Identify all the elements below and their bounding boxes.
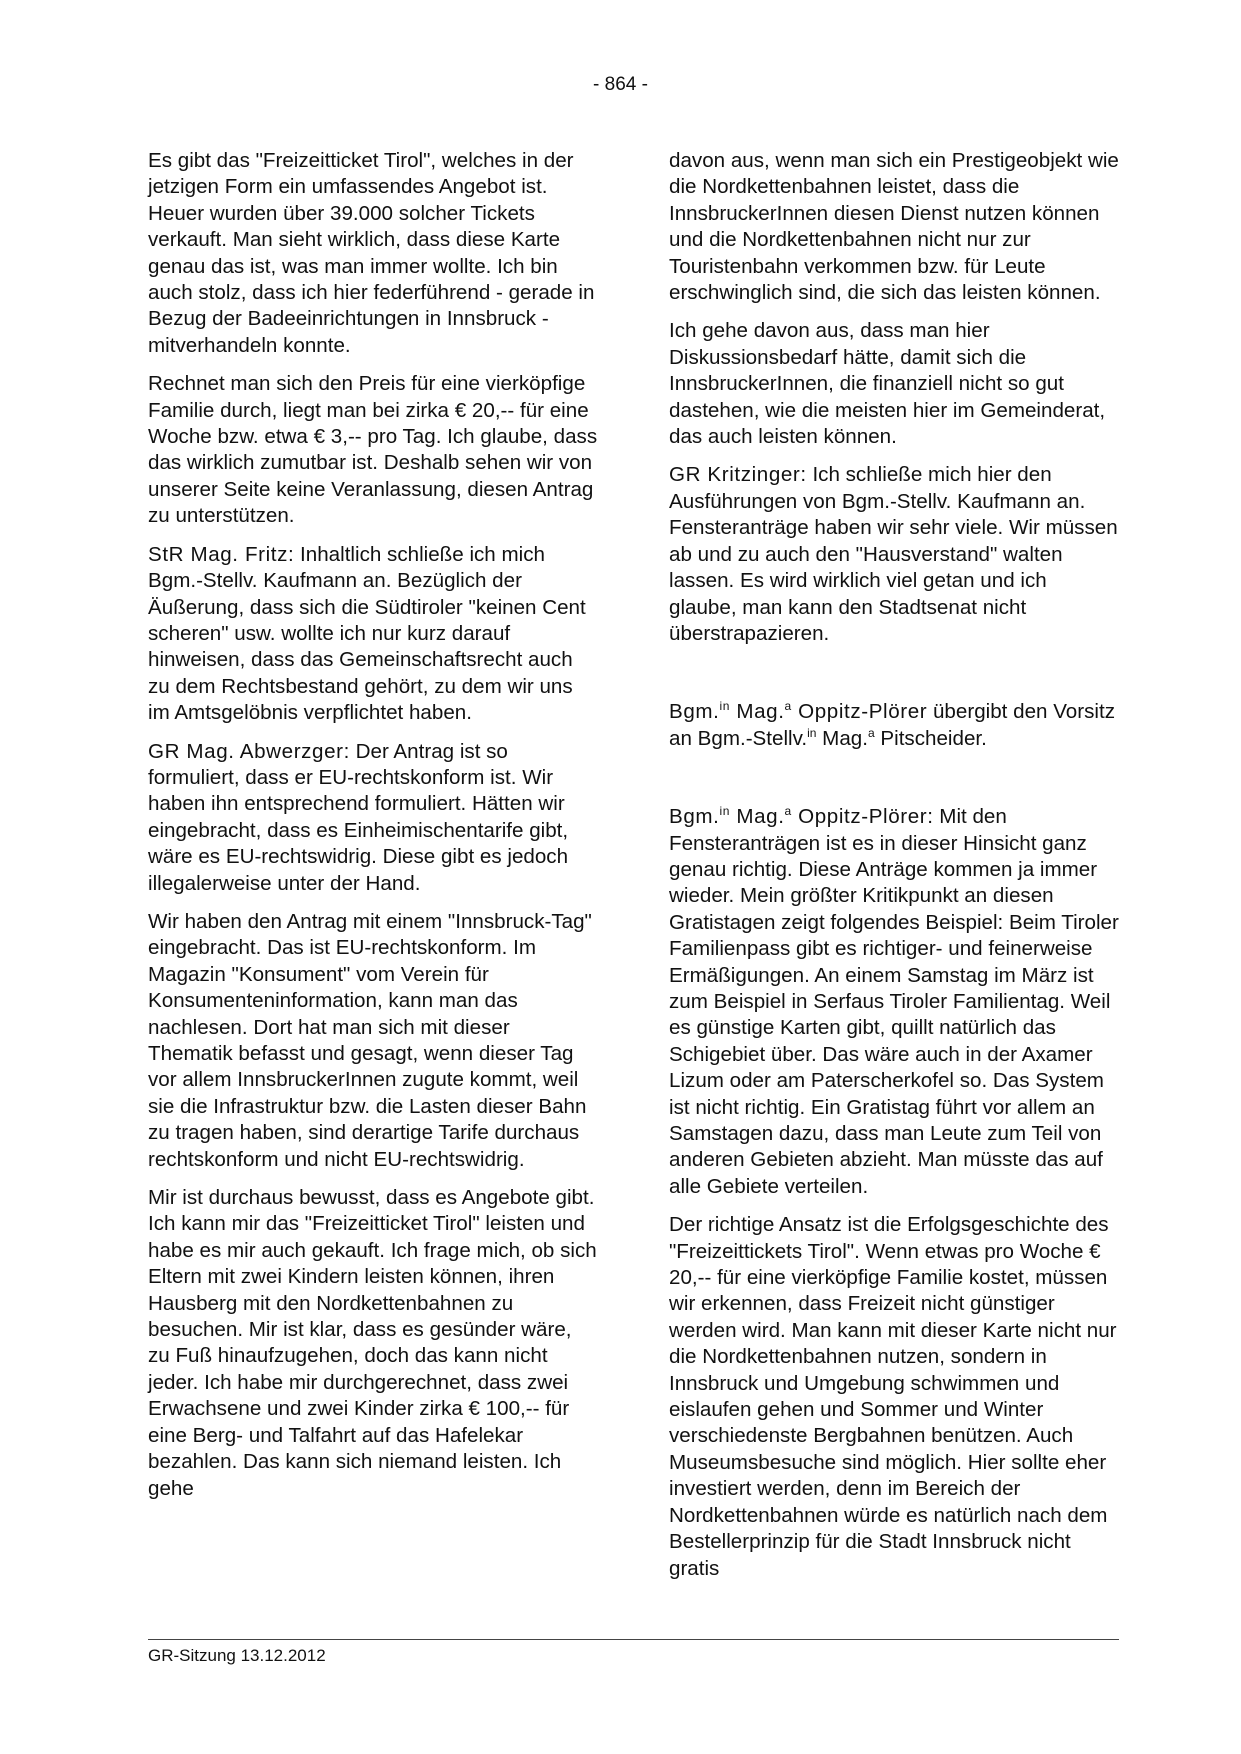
footer-divider (148, 1639, 1119, 1640)
paragraph: Ich gehe davon aus, dass man hier Diskussionsbedarf hätte, damit sich die InnsbruckerInnen, die finanziell nicht so gut dastehen, wie die meisten hier im Gemeinderat, das auch leisten können. (669, 319, 1106, 449)
left-column (148, 148, 598, 1514)
speaker-name: StR Mag. Fritz: (148, 542, 295, 566)
speaker-name: Bgm.$^{in}$ Mag.$^a$ Oppitz-Plörer (669, 699, 928, 724)
speaker-name: GR Kritzinger: (669, 463, 807, 487)
paragraph: Wir haben den Antrag mit einem "Innsbruck-Tag" eingebracht. Das ist EU-rechtskonform. Im Magazin "Konsument" vom Verein für Konsumenteninformation, kann man das nachlesen. Dort hat man sich mit dieser Thematik befasst und gesagt, wenn dieser Tag vor allem InnsbruckerInnen zugute kommt, weil sie die Infrastruktur bzw. die Lasten dieser Bahn zu tragen haben, sind derartige Tarife durchaus rechtskonform und nicht EU-rechtswidrig. (148, 909, 592, 1171)
right-column (669, 148, 1119, 1594)
speech-text: Der Antrag ist so formuliert, dass er EU-rechtskonform ist. Wir haben ihn entsprechend formuliert. Hätten wir eingebracht, dass es Einheimischentarife gibt, wäre es EU-rechtswidrig. Diese gibt es jedoch illegalerweise unter der Hand. (148, 739, 569, 895)
paragraph: Rechnet man sich den Preis für eine vierköpfige Familie durch, liegt man bei zirka € 20,-- für eine Woche bzw. etwa € 3,-- pro Tag. Ich glaube, dass das wirklich zumutbar ist. Deshalb sehen wir von unserer Seite keine Veranlassung, diesen Antrag zu unterstützen. (148, 372, 598, 528)
speech-text: Mit den Fensteranträgen ist es in dieser Hinsicht ganz genau richtig. Diese Anträge kommen ja immer wieder. Mein größter Kritikpunkt an diesen Gratistagen zeigt folgendes Beispiel: Beim Tiroler Familienpass gibt es richtiger- und feinerweise Ermäßigungen. An einem Samstag im März ist zum Beispiel in Serfaus Tiroler Familientag. Weil es günstige Karten gibt, quillt natürlich das Schigebiet über. Das wäre auch in der Axamer Lizum oder am Paterscherkofel so. Das System ist nicht richtig. Ein Gratistag führt vor allem an Samstagen dazu, dass man Leute zum Teil von anderen Gebieten abzieht. Man müsste das auf alle Gebiete verteilen. (669, 805, 1119, 1198)
speech-text: Inhaltlich schließe ich mich Bgm.-Stellv. Kaufmann an. Bezüglich der Äußerung, dass sich die Südtiroler "keinen Cent scheren" usw. wollte ich nur kurz darauf hinweisen, dass das Gemeinschaftsrecht auch zu dem Rechtsbestand gehört, zu dem wir uns im Amtsgelöbnis verpflichtet haben. (148, 542, 586, 725)
speaker-name: GR Mag. Abwerzger: (148, 739, 350, 763)
paragraph: Es gibt das "Freizeitticket Tirol", welches in der jetzigen Form ein umfassendes Angebot ist. Heuer wurden über 39.000 solcher Tickets verkauft. Man sieht wirklich, dass diese Karte genau das ist, was man immer wollte. Ich bin auch stolz, dass ich hier federführend - gerade in Bezug der Badeeinrichtungen in Innsbruck - mitverhandeln konnte. (148, 149, 595, 357)
paragraph (669, 804, 1119, 1200)
footer-session-date: GR-Sitzung 13.12.2012 (148, 1646, 326, 1665)
chair-handover-note: Bgm.$^{in}$ Mag.$^a$ Oppitz-Plörer übergibt den Vorsitz an Bgm.-Stellv.$^{in}$ Mag.$^a$ Pitscheider. (669, 699, 1115, 750)
paragraph (669, 462, 1119, 647)
paragraph (148, 542, 598, 727)
speaker-name: Bgm.$^{in}$ Mag.$^a$ Oppitz-Plörer: (669, 804, 934, 829)
page-number: - 864 - (593, 74, 648, 95)
paragraph (148, 739, 598, 897)
paragraph: davon aus, wenn man sich ein Prestigeobjekt wie die Nordkettenbahnen leistet, dass die InnsbruckerInnen diesen Dienst nutzen können und die Nordkettenbahnen nicht nur zur Touristenbahn verkommen bzw. für Leute erschwinglich sind, die sich das leisten können. (669, 149, 1119, 305)
speech-text: Ich schließe mich hier den Ausführungen von Bgm.-Stellv. Kaufmann an. Fensteranträge haben wir sehr viele. Wir müssen ab und zu auch den "Hausverstand" walten lassen. Es wird wirklich viel getan und ich glaube, man kann den Stadtsenat nicht überstrapazieren. (669, 463, 1118, 645)
paragraph: Der richtige Ansatz ist die Erfolgsgeschichte des "Freizeittickets Tirol". Wenn etwas pro Woche € 20,-- für eine vierköpfige Familie kostet, müssen wir erkennen, dass Freizeit nicht günstiger werden wird. Man kann mit dieser Karte nicht nur die Nordkettenbahnen nutzen, sondern in Innsbruck und Umgebung schwimmen und eislaufen gehen und Sommer und Winter verschiedenste Bergbahnen benützen. Auch Museumsbesuche sind möglich. Hier sollte eher investiert werden, denn im Bereich der Nordkettenbahnen würde es natürlich nach dem Bestellerprinzip für die Stadt Innsbruck nicht gratis (669, 1213, 1117, 1580)
paragraph: Mir ist durchaus bewusst, dass es Angebote gibt. Ich kann mir das "Freizeitticket Tirol" leisten und habe es mir auch gekauft. Ich frage mich, ob sich Eltern mit zwei Kindern leisten können, ihren Hausberg mit den Nordkettenbahnen zu besuchen. Mir ist klar, dass es gesünder wäre, zu Fuß hinaufzugehen, doch das kann nicht jeder. Ich habe mir durchgerechnet, dass zwei Erwachsene und zwei Kinder zirka € 100,-- für eine Berg- und Talfahrt auf das Hafelekar bezahlen. Das kann sich niemand leisten. Ich gehe (148, 1186, 597, 1500)
